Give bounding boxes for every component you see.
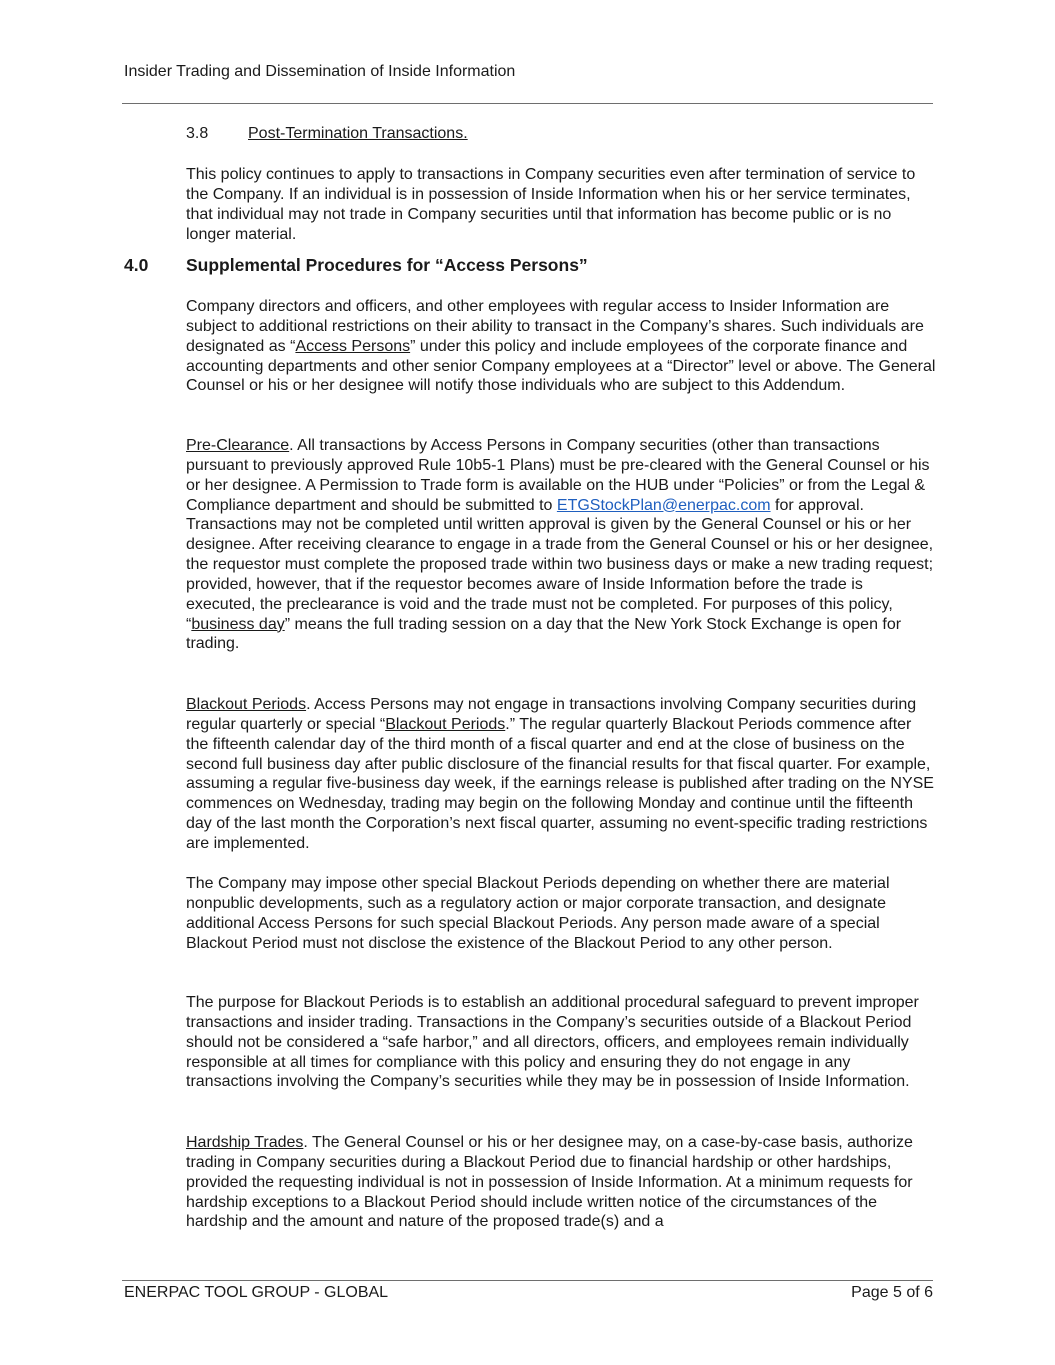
- subsection-heading: [186, 125, 468, 143]
- pre-clearance-paragraph: [186, 436, 936, 654]
- special-blackout-paragraph: The Company may impose other special Blackout Periods depending on whether there are material nonpublic developments, such as a regulatory action or major corporate transaction, and designate additional Access Persons for such special Blackout Periods. Any person made aware of a special Blackout Period must not disclose the existence of the Blackout Period to any other person.: [186, 875, 890, 952]
- blackout-text: . Access Persons may not engage in transactions involving Company securities during regular quarterly or special “: [186, 696, 917, 733]
- hardship-trades-text: . The General Counsel or his or her designee may, on a case-by-case basis, authorize trading in Company securities during a Blackout Period due to financial hardship or other hardships, provided the requesting individual is not in possession of Inside Information. At a minimum requests for hardship exceptions to a Blackout Period should include written notice of the circumstances of the hardship and the amount and nature of the proposed trade(s) and a: [186, 1134, 913, 1231]
- hardship-trades-paragraph: [186, 1133, 936, 1232]
- subsection-number: 3.8: [186, 125, 209, 142]
- blackout-periods-label: Blackout Periods: [186, 696, 307, 713]
- section-number: 4.0: [124, 255, 149, 275]
- header-divider: [122, 103, 933, 104]
- intro-text-end: ” under this policy and include employees of the corporate finance and accounting departments and other senior Company employees at a “Director” level or above. The General Counsel or his or her designee will notify those individuals who are subject to this Addendum.: [186, 337, 936, 395]
- stock-plan-email-link[interactable]: ETGStockPlan@enerpac.com: [556, 496, 771, 514]
- page-header-title: Insider Trading and Dissemination of Inside Information: [124, 63, 516, 80]
- subsection-title: Post-Termination Transactions.: [248, 125, 468, 142]
- pre-clearance-text-end: ” means the full trading session on a day that the New York Stock Exchange is open for trading.: [186, 615, 902, 653]
- pre-clearance-text: . All transactions by Access Persons in Company securities (other than transactions pursuant to previously approved Rule 10b5-1 Plans) must be pre-cleared with the General Counsel or his or her designee. A Permission to Trade form is available on the HUB under “Policies” or from the Legal & Compliance department and should be submitted to: [186, 437, 930, 514]
- blackout-purpose-paragraph: The purpose for Blackout Periods is to establish an additional procedural safeguard to prevent improper transactions and insider trading. Transactions in the Company’s securities outside of a Blackout Period should not be considered a “safe harbor,” and all directors, officers, and employees remain individually responsible at all times for compliance with this policy and ensuring they do not engage in any transactions involving the Company’s securities while they may be in possession of Inside Information.: [186, 994, 919, 1091]
- blackout-text-continued: .” The regular quarterly Blackout Periods commence after the fifteenth calendar day of the third month of a fiscal quarter and end at the close of business on the second full business day after public disclosure of the financial results for that fiscal quarter. For example, assuming a regular five-business day week, if the earnings release is published after trading on the NYSE commences on Wednesday, trading may begin on the following Monday and continue until the fifteenth day of the last month the Corporation’s next fiscal quarter, assuming no event-specific trading restrictions are implemented.: [186, 715, 934, 852]
- access-persons-paragraph: [186, 297, 936, 396]
- blackout-periods-term: Blackout Periods: [385, 715, 506, 733]
- pre-clearance-text-continued: for approval. Transactions may not be completed until written approval is given by the General Counsel or his or her designee. After receiving clearance to engage in a trade from the General Counsel or his or her designee, the requestor must complete the proposed trade within two business days or make a new trading request; provided, however, that if the requestor becomes aware of Inside Information before the trade is executed, the preclearance is void and the trade must not be completed. For purposes of this policy, “: [186, 496, 934, 633]
- intro-text-start: Company directors and officers, and other employees with regular access to Insider Information are subject to additional restrictions on their ability to transact in the Company’s shares. Such individuals are designated as “: [186, 298, 924, 355]
- page-number: Page 5 of 6: [851, 1284, 933, 1301]
- access-persons-term: Access Persons: [295, 337, 411, 355]
- footer-company: ENERPAC TOOL GROUP - GLOBAL: [124, 1284, 389, 1301]
- section-heading: [124, 255, 588, 276]
- footer-divider: [122, 1280, 933, 1281]
- business-day-term: business day: [191, 615, 285, 633]
- section-title: Supplemental Procedures for “Access Persons”: [186, 255, 588, 275]
- blackout-periods-paragraph: [186, 695, 936, 854]
- hardship-trades-label: Hardship Trades: [186, 1134, 304, 1151]
- pre-clearance-label: Pre-Clearance: [186, 437, 290, 454]
- post-termination-paragraph: This policy continues to apply to transactions in Company securities even after termination of service to the Company. If an individual is in possession of Inside Information when his or her service terminates, that individual may not trade in Company securities until that information has become public or is no longer material.: [186, 166, 916, 243]
